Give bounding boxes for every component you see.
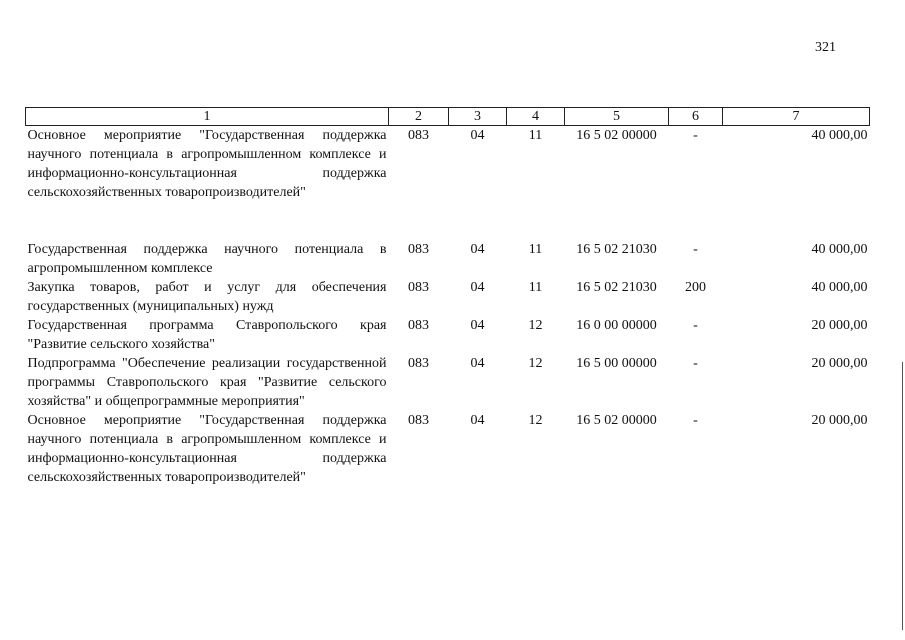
row-amount: 20 000,00 [811, 413, 868, 428]
row-expense-type: - [693, 356, 698, 371]
row-section-code: 04 [470, 242, 485, 257]
table-row [26, 411, 870, 487]
table-body [26, 126, 870, 488]
row-expense-type: - [693, 413, 698, 428]
row-ministry-code: 083 [408, 280, 429, 295]
row-amount: 20 000,00 [811, 318, 868, 333]
row-expense-type: - [693, 242, 698, 257]
page-number: 321 [815, 40, 836, 55]
row-subsection-code: 11 [528, 128, 543, 143]
row-target-code: 16 0 00 00000 [576, 318, 657, 333]
row-ministry-code: 083 [408, 318, 429, 333]
row-subsection-code: 11 [528, 280, 543, 295]
row-amount: 40 000,00 [811, 280, 868, 295]
row-section-code: 04 [470, 128, 485, 143]
header-col-2: 2 [389, 108, 449, 126]
table-row [26, 316, 870, 354]
row-subsection-code: 11 [528, 242, 543, 257]
row-section-code: 04 [470, 280, 485, 295]
table-row [26, 126, 870, 241]
row-description: Закупка товаров, работ и услуг для обеспечения государственных (муниципальных) нужд [27, 280, 387, 314]
row-subsection-code: 12 [528, 413, 543, 428]
row-ministry-code: 083 [408, 128, 429, 143]
row-ministry-code: 083 [408, 356, 429, 371]
header-col-4: 4 [507, 108, 565, 126]
row-description: Основное мероприятие "Государственная поддержка научного потенциала в агропромышленном комплексе и информационно-консультационная поддержка сельскохозяйственных товаропроизводителей" [27, 413, 387, 485]
row-target-code: 16 5 00 00000 [576, 356, 657, 371]
row-description: Основное мероприятие "Государственная поддержка научного потенциала в агропромышленном комплексе и информационно-консультационная поддержка сельскохозяйственных товаропроизводителей" [27, 128, 387, 200]
header-col-6: 6 [669, 108, 723, 126]
header-row [26, 108, 870, 126]
scan-edge-line [902, 362, 903, 630]
row-description: Подпрограмма "Обеспечение реализации государственной программы Ставропольского края "Развитие сельского хозяйства" и общепрограммные мероприятия" [27, 356, 387, 409]
header-col-1: 1 [26, 108, 389, 126]
row-target-code: 16 5 02 21030 [576, 280, 657, 295]
row-section-code: 04 [470, 413, 485, 428]
row-expense-type: - [693, 128, 698, 143]
row-target-code: 16 5 02 00000 [576, 413, 657, 428]
header-col-5: 5 [565, 108, 669, 126]
row-subsection-code: 12 [528, 318, 543, 333]
row-section-code: 04 [470, 318, 485, 333]
row-ministry-code: 083 [408, 413, 429, 428]
table-row [26, 240, 870, 278]
row-target-code: 16 5 02 00000 [576, 128, 657, 143]
row-section-code: 04 [470, 356, 485, 371]
row-amount: 40 000,00 [811, 242, 868, 257]
table-header [26, 108, 870, 126]
row-subsection-code: 12 [528, 356, 543, 371]
table-row [26, 278, 870, 316]
row-amount: 20 000,00 [811, 356, 868, 371]
row-target-code: 16 5 02 21030 [576, 242, 657, 257]
row-description: Государственная программа Ставропольского края "Развитие сельского хозяйства" [27, 318, 387, 352]
row-expense-type: 200 [685, 280, 706, 295]
header-col-3: 3 [449, 108, 507, 126]
header-col-7: 7 [723, 108, 870, 126]
budget-table [25, 107, 870, 487]
table-row [26, 354, 870, 411]
row-amount: 40 000,00 [811, 128, 868, 143]
row-ministry-code: 083 [408, 242, 429, 257]
row-description: Государственная поддержка научного потенциала в агропромышленном комплексе [27, 242, 387, 276]
row-expense-type: - [693, 318, 698, 333]
